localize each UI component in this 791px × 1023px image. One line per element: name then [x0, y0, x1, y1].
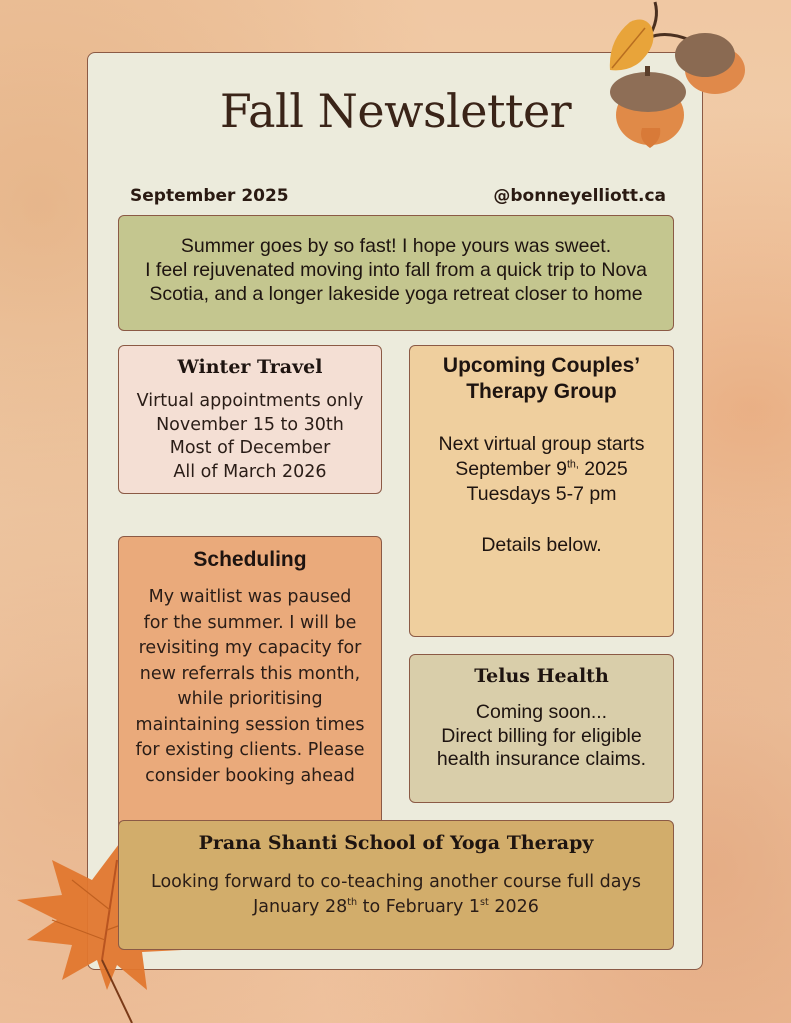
- prana-date-start: January 28: [253, 897, 348, 917]
- scheduling-line: while prioritising: [177, 689, 323, 709]
- intro-line: I feel rejuvenated moving into fall from a quick trip to Nova: [145, 259, 647, 281]
- prana-date-start-sup: th: [347, 897, 358, 909]
- prana-date-end: to February 1: [357, 897, 481, 917]
- newsletter-title: Fall Newsletter: [219, 84, 572, 138]
- scheduling-line: new referrals this month,: [139, 663, 361, 684]
- telus-heading: Telus Health: [474, 665, 609, 687]
- winter-travel-line: Most of December: [169, 438, 331, 458]
- scheduling-line: for existing clients. Please: [135, 740, 365, 760]
- prana-year: 2026: [488, 897, 539, 917]
- scheduling-heading: Scheduling: [193, 548, 307, 571]
- winter-travel-line: Virtual appointments only: [136, 391, 364, 411]
- website-handle: @bonneyelliott.ca: [493, 186, 666, 206]
- telus-line: Coming soon...: [475, 701, 608, 723]
- winter-travel-line: November 15 to 30th: [156, 414, 344, 435]
- prana-date-line: [119, 895, 673, 920]
- intro-line: Scotia, and a longer lakeside yoga retreat closer to home: [149, 283, 643, 305]
- couples-year: 2025: [578, 458, 628, 480]
- scheduling-box: [118, 536, 382, 836]
- prana-heading: Prana Shanti School of Yoga Therapy: [198, 832, 594, 854]
- couples-heading: Upcoming Couples’: [442, 354, 641, 377]
- couples-therapy-box: [409, 345, 674, 637]
- winter-travel-heading: Winter Travel: [177, 356, 323, 378]
- couples-date: September 9: [455, 458, 567, 480]
- couples-line: Details below.: [481, 534, 602, 556]
- prana-shanti-box: [118, 820, 674, 950]
- couples-date-sup: th,: [566, 458, 579, 471]
- scheduling-line: for the summer. I will be: [143, 612, 357, 633]
- issue-date: September 2025: [130, 186, 289, 206]
- couples-date-line: [410, 457, 673, 482]
- couples-line: Tuesdays 5-7 pm: [466, 483, 617, 505]
- scheduling-line: My waitlist was paused: [148, 587, 352, 607]
- telus-health-box: [409, 654, 674, 803]
- couples-line: Next virtual group starts: [438, 433, 645, 455]
- scheduling-line: revisiting my capacity for: [138, 638, 362, 658]
- winter-travel-line: All of March 2026: [173, 461, 327, 482]
- scheduling-line: consider booking ahead: [145, 765, 355, 786]
- intro-line: Summer goes by so fast! I hope yours was sweet.: [180, 235, 612, 257]
- telus-line: Direct billing for eligible: [441, 724, 642, 747]
- couples-heading: Therapy Group: [466, 380, 617, 403]
- prana-line: Looking forward to co-teaching another course full days: [151, 872, 641, 892]
- winter-travel-box: [118, 345, 382, 494]
- intro-box: [118, 215, 674, 331]
- scheduling-line: maintaining session times: [135, 714, 365, 735]
- telus-line: health insurance claims.: [436, 748, 647, 770]
- prana-date-end-sup: st: [480, 897, 489, 909]
